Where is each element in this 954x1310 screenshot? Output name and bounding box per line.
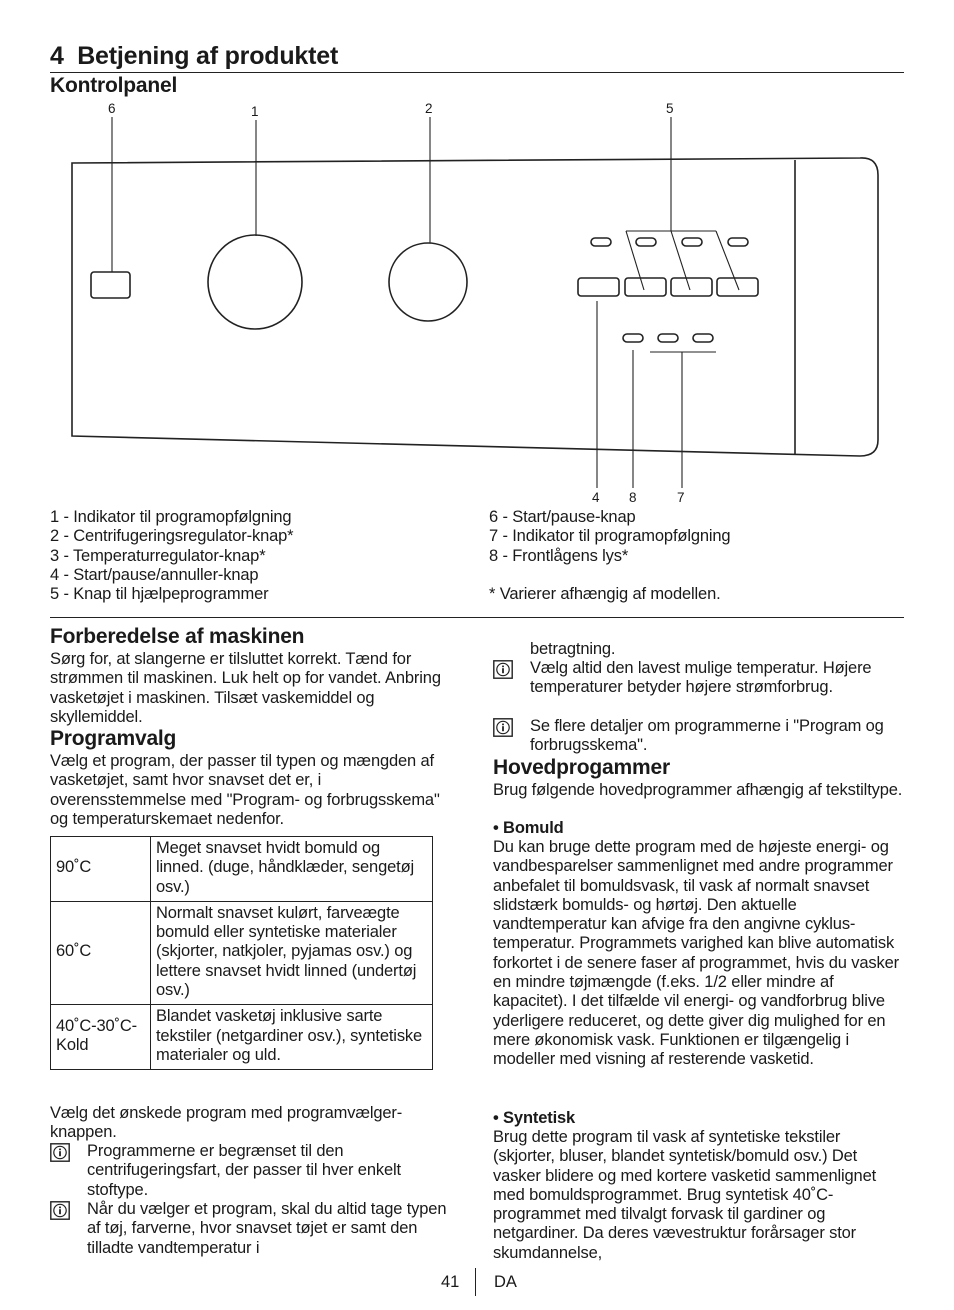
table-cell-desc: Normalt snavset kulørt, farveægte bomuld eller syntetiske materialer (skjorter, natkjoler, pyjamas osv.) og lettere snavset hvidt linned (undertøj osv.) bbox=[151, 901, 433, 1004]
main-text: Brug følgende hovedprogrammer afhængig af tekstiltype. bbox=[493, 781, 903, 799]
select-text: Vælg det ønskede program med programvælger-knappen. bbox=[50, 1104, 403, 1142]
led-top-4 bbox=[728, 238, 748, 246]
panel-outline bbox=[72, 158, 878, 456]
info-icon bbox=[493, 660, 513, 679]
callout-7: 7 bbox=[677, 490, 685, 505]
legend-item: 8 - Frontlågens lys* bbox=[489, 546, 629, 565]
legend-item: 6 - Start/pause-knap bbox=[489, 508, 636, 526]
heading-forberedelse: Forberedelse af maskinen bbox=[50, 625, 305, 648]
table-row bbox=[51, 901, 433, 1004]
start-pause-button-shape bbox=[91, 272, 130, 298]
panel-button-3 bbox=[671, 278, 712, 296]
legend-item: 3 - Temperaturregulator-knap* bbox=[50, 546, 266, 565]
syntetisk-text: Brug dette program til vask af syntetiske tekstiler (skjorter, bluser, blandet syntetisk/bomuld osv.) Det vasker blidere og med kortere vasketid sammenlignet med bomuldsprogrammet. Brug syntetisk 40˚C-programmet med tilvalgt forvask til gardiner og netgardiner. Da deres vævestruktur forårsager stor skumdannelse, bbox=[493, 1128, 877, 1262]
callout-5: 5 bbox=[666, 101, 674, 116]
table-cell-desc: Meget snavset hvidt bomuld og linned. (duge, håndklæder, sengetøj osv.) bbox=[151, 837, 433, 902]
legend-right bbox=[489, 508, 730, 604]
temperature-table bbox=[50, 836, 433, 1070]
table-cell-temp: 90˚C bbox=[51, 837, 151, 902]
info-text: Programmerne er begrænset til den centrifugeringsfart, der passer til hver enkelt stoftype. bbox=[87, 1142, 401, 1199]
section-divider bbox=[50, 617, 904, 618]
heading-bomuld: • Bomuld bbox=[493, 819, 564, 837]
info-icon bbox=[50, 1201, 70, 1220]
table-cell-desc: Blandet vasketøj inklusive sarte tekstiler (netgardiner osv.), syntetiske materialer og uld. bbox=[151, 1005, 433, 1070]
table-row bbox=[51, 837, 433, 902]
info-note-2 bbox=[50, 1200, 460, 1258]
page-title: 4 Betjening af produktet bbox=[50, 42, 339, 70]
info-icon bbox=[50, 1143, 70, 1162]
legend-item: 4 - Start/pause/annuller-knap bbox=[50, 565, 259, 584]
title-rule bbox=[50, 72, 904, 73]
callout-8: 8 bbox=[629, 490, 637, 505]
info-text: Vælg altid den lavest mulige temperatur. Højere temperaturer betyder højere strømforbrug. bbox=[530, 659, 872, 697]
table-cell-temp: 60˚C bbox=[51, 901, 151, 1004]
table-row bbox=[51, 1005, 433, 1070]
info-icon bbox=[493, 718, 513, 737]
info-note-4 bbox=[493, 717, 905, 756]
page-number: 41 bbox=[441, 1273, 460, 1291]
callout-6: 6 bbox=[108, 101, 116, 116]
spin-knob-shape bbox=[389, 243, 467, 321]
callout-2: 2 bbox=[425, 101, 433, 116]
control-panel-diagram bbox=[0, 95, 954, 515]
table-cell-temp: 40˚C-30˚C- Kold bbox=[51, 1005, 151, 1070]
legend-item: 5 - Knap til hjælpeprogrammer bbox=[50, 585, 269, 604]
language-code: DA bbox=[494, 1273, 517, 1291]
info-text: Når du vælger et program, skal du altid tage typen af tøj, farverne, hvor snavset tøjet er samt den tilladte vandtemperatur i bbox=[87, 1200, 447, 1257]
legend-left bbox=[50, 508, 293, 604]
led-bottom-3 bbox=[693, 334, 713, 342]
section-heading-kontrolpanel: Kontrolpanel bbox=[50, 74, 178, 97]
info-note-1 bbox=[50, 1142, 460, 1200]
led-bottom-2 bbox=[658, 334, 678, 342]
bomuld-text: Du kan bruge dette program med de højeste energi- og vandbesparelser sammenlignet med andre programmer anbefalet til bomuldsvask, til vask af normalt snavset slidstærk bomulds- og hørtøj. Den aktuelle vandtemperatur kan afvige fra den angivne cyklus-temperatur. Programmets varighed kan blive automatisk forkortet i de senere faser af programmet, hvis du vasker en mindre tøjmængde (f.eks. 1/2 eller mindre af kapacitet). I det tilfælde vil energi- og vandforbrug blive yderligere reduceret, og dette giver dig mulighed for en mere økonomisk vask. Funktionen er tilgængelig i modeller med visning af resterende vasketid. bbox=[493, 838, 899, 1069]
heading-syntetisk: • Syntetisk bbox=[493, 1109, 576, 1127]
led-top-2 bbox=[636, 238, 656, 246]
legend-item: 7 - Indikator til programopfølgning bbox=[489, 527, 731, 546]
footer-divider bbox=[475, 1268, 476, 1296]
prog-text: Vælg et program, der passer til typen og mængden af vasketøjet, samt hvor snavset det er, i overensstemmelse med "Program- og forbrugsskema" og temperaturskemaet nedenfor. bbox=[50, 752, 440, 828]
info-text: Se flere detaljer om programmerne i "Program og forbrugsskema". bbox=[530, 717, 884, 755]
heading-hovedprogrammer: Hovedprogammer bbox=[493, 756, 670, 779]
legend-item: 2 - Centrifugeringsregulator-knap* bbox=[50, 527, 294, 546]
legend-note: * Varierer afhængig af modellen. bbox=[489, 585, 721, 604]
info-note-3 bbox=[493, 659, 905, 698]
prep-text: Sørg for, at slangerne er tilsluttet korrekt. Tænd for strømmen til maskinen. Luk helt op for vandet. Anbring vasketøjet i maskinen. Tilsæt vaskemiddel og skyllemiddel. bbox=[50, 650, 441, 726]
program-knob-shape bbox=[208, 235, 302, 329]
callout-4: 4 bbox=[592, 490, 600, 505]
panel-button-2 bbox=[625, 278, 666, 296]
callout-1: 1 bbox=[251, 104, 259, 119]
led-top-3 bbox=[682, 238, 702, 246]
led-top-1 bbox=[591, 238, 611, 246]
heading-programvalg: Programvalg bbox=[50, 727, 177, 750]
panel-button-1 bbox=[578, 278, 619, 296]
legend-item: 1 - Indikator til programopfølgning bbox=[50, 508, 292, 526]
continued-text: betragtning. bbox=[530, 640, 616, 658]
led-bottom-1 bbox=[623, 334, 643, 342]
